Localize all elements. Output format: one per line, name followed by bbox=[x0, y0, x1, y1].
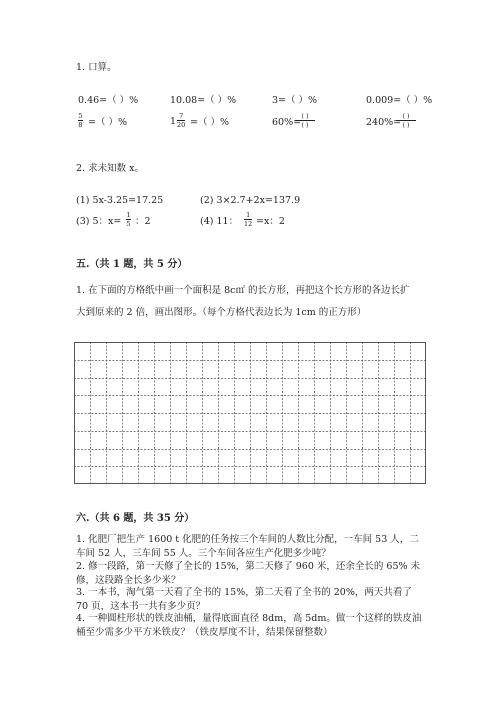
oral-item-1: 0.46=（ ）% bbox=[78, 95, 139, 106]
equation-4-head: (4) 11： bbox=[200, 216, 239, 227]
solve-x-title: 2. 求未知数 x。 bbox=[76, 163, 144, 174]
question-6-1: 1. 化肥厂把生产 1600 t 化肥的任务按三个车间的人数比分配，一车间 53 人，二车间 52 人，三车间 55 人。三个车间各应生产化肥多少吨？ bbox=[76, 534, 419, 559]
oral-fraction-5-8: 5 8 bbox=[78, 112, 83, 129]
equation-4-tail: =x：2 bbox=[256, 216, 285, 227]
equation-3-head: (3) 5：x= bbox=[76, 216, 122, 227]
equation-4-fraction: 1 12 bbox=[244, 211, 253, 228]
equation-2: (2) 3×2.7+2x=137.9 bbox=[200, 195, 301, 206]
equation-1: (1) 5x-3.25=17.25 bbox=[76, 195, 164, 206]
oral-fraction-blank-1: ( ) ( ) bbox=[295, 113, 315, 128]
oral-item-6-tail: =（ ）% bbox=[190, 117, 230, 128]
section-five-heading: 五.（共 1 题，共 5 分） bbox=[76, 259, 188, 270]
equation-3-tail: ：2 bbox=[135, 216, 151, 227]
oral-item-8: 240%= bbox=[366, 117, 402, 128]
question-6-3: 3. 一本书，淘气第一天看了全书的 15%，第二天看了全书的 20%，两天共看了 70 页，这本书一共有多少页？ bbox=[76, 587, 412, 612]
section-six-heading: 六.（共 6 题，共 35 分） bbox=[76, 513, 195, 524]
oral-item-7: 60%= bbox=[272, 117, 302, 128]
grid-border bbox=[75, 343, 426, 484]
oral-item-4: 0.009=（ ）% bbox=[366, 95, 433, 106]
section-five-question-line-2: 大到原来的 2 倍，画出图形。（每个方格代表边长为 1cm 的正方形） bbox=[76, 307, 367, 318]
question-6-4: 4. 一种圆柱形状的铁皮油桶，量得底面直径 8dm，高 5dm。做一个这样的铁皮油桶至少需多少平方米铁皮？（铁皮厚度不计，结果保留整数） bbox=[76, 613, 422, 638]
oral-item-3: 3=（ ）% bbox=[272, 95, 318, 106]
oral-fraction-blank-2: ( ) ( ) bbox=[396, 113, 416, 128]
oral-item-2: 10.08=（ ）% bbox=[170, 95, 237, 106]
oral-item-5-tail: =（ ）% bbox=[88, 117, 128, 128]
oral-calc-title: 1. 口算。 bbox=[76, 62, 117, 73]
section-five-question-line-1: 1. 在下面的方格纸中画一个面积是 8c㎡ 的长方形，再把这个长方形的各边长扩 bbox=[76, 285, 410, 296]
grid-paper[interactable] bbox=[74, 342, 426, 484]
oral-mixed-whole: 1 bbox=[170, 116, 177, 127]
equation-3-fraction: 1 5 bbox=[126, 211, 131, 228]
oral-fraction-7-20: 7 20 bbox=[177, 112, 186, 129]
question-6-2: 2. 修一段路，第一天修了全长的 15%，第二天修了 960 米，还余全长的 65% 未修，这段路全长多少米？ bbox=[76, 561, 421, 586]
